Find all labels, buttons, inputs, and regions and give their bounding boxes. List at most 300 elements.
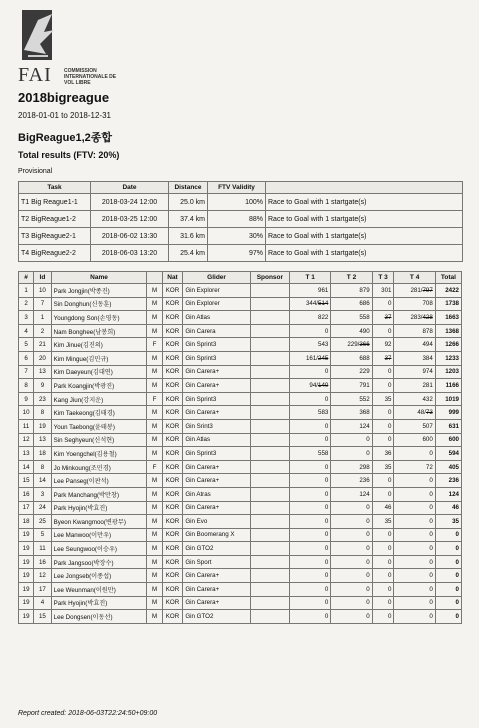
result-cell: Gin Atlas — [183, 433, 250, 447]
result-cell: 1019 — [435, 392, 461, 406]
result-row — [19, 555, 462, 569]
result-cell — [250, 311, 289, 325]
result-cell: 0 — [331, 501, 372, 515]
result-cell: 0 — [372, 610, 394, 624]
result-cell — [250, 392, 289, 406]
result-cell: M — [147, 284, 162, 298]
result-cell: KOR — [162, 569, 183, 583]
result-row — [19, 596, 462, 610]
result-cell: 124 — [435, 487, 461, 501]
result-cell: 19 — [34, 419, 51, 433]
result-cell: M — [147, 583, 162, 597]
result-cell: 14 — [34, 474, 51, 488]
result-cell: 17 — [19, 501, 34, 515]
result-cell: 19 — [19, 610, 34, 624]
result-cell: 283/428 — [394, 311, 435, 325]
result-cell: Gin GTO2 — [183, 542, 250, 556]
result-cell: KOR — [162, 311, 183, 325]
task-cell: T4 BigReague2-2 — [19, 245, 91, 262]
result-cell: KOR — [162, 528, 183, 542]
result-cell: 0 — [435, 569, 461, 583]
result-cell: Jo Minkoung(조민경) — [51, 460, 147, 474]
result-cell: Lee Manwoo(이만우) — [51, 528, 147, 542]
result-cell: 0 — [289, 365, 330, 379]
result-cell: M — [147, 379, 162, 393]
result-cell: 1738 — [435, 297, 461, 311]
result-cell: 301 — [372, 284, 394, 298]
result-cell: Gin Sprint3 — [183, 392, 250, 406]
result-cell: 0 — [372, 406, 394, 420]
result-cell: KOR — [162, 433, 183, 447]
result-cell: 281 — [394, 379, 435, 393]
result-cell: 7 — [34, 297, 51, 311]
result-cell: 10 — [19, 406, 34, 420]
result-cell: KOR — [162, 447, 183, 461]
result-cell: Park Jongjin(박종진) — [51, 284, 147, 298]
result-cell: M — [147, 610, 162, 624]
result-cell: M — [147, 501, 162, 515]
result-cell: 0 — [331, 596, 372, 610]
result-column-header: Glider — [183, 272, 250, 284]
result-cell — [250, 365, 289, 379]
task-cell: 97% — [208, 245, 266, 262]
result-cell: Gin Sprint3 — [183, 338, 250, 352]
result-cell: 37 — [372, 311, 394, 325]
result-cell: 0 — [331, 610, 372, 624]
task-cell: 2018-06-03 13:20 — [91, 245, 169, 262]
result-cell: 0 — [331, 528, 372, 542]
result-cell: 298 — [331, 460, 372, 474]
result-cell: 0 — [394, 528, 435, 542]
result-cell: Gin Atlas — [183, 311, 250, 325]
result-cell: 822 — [289, 311, 330, 325]
fai-logo-text: FAI — [18, 64, 52, 86]
result-cell: 11 — [19, 419, 34, 433]
result-cell: 0 — [289, 324, 330, 338]
result-row — [19, 569, 462, 583]
result-cell: 0 — [289, 610, 330, 624]
result-cell: Gin Explorer — [183, 297, 250, 311]
result-cell — [250, 447, 289, 461]
result-cell: Lee Dongsen(이동선) — [51, 610, 147, 624]
result-cell: 124 — [331, 487, 372, 501]
task-column-header: Task — [19, 182, 91, 194]
result-cell: 1368 — [435, 324, 461, 338]
result-cell: Gin Carera+ — [183, 501, 250, 515]
result-cell: 2 — [19, 297, 34, 311]
task-row — [19, 211, 463, 228]
result-cell: 0 — [394, 555, 435, 569]
result-row — [19, 610, 462, 624]
task-cell: 2018-03-25 12:00 — [91, 211, 169, 228]
result-row — [19, 474, 462, 488]
result-cell: 24 — [34, 501, 51, 515]
result-cell: 13 — [19, 447, 34, 461]
result-cell: 8 — [34, 406, 51, 420]
result-column-header: Name — [51, 272, 147, 284]
results-subtitle: BigReague1,2종합 — [18, 132, 112, 144]
result-cell: Gin Carera — [183, 324, 250, 338]
result-cell: 0 — [331, 433, 372, 447]
competition-title: 2018bigreague — [18, 90, 110, 105]
results-table — [18, 271, 462, 624]
result-cell: 21 — [34, 338, 51, 352]
result-cell: 0 — [372, 433, 394, 447]
result-column-header: T 4 — [394, 272, 435, 284]
result-row — [19, 447, 462, 461]
result-cell: 344/514 — [289, 297, 330, 311]
result-cell: 8 — [19, 379, 34, 393]
result-cell: M — [147, 569, 162, 583]
result-cell: 3 — [19, 311, 34, 325]
result-cell: 791 — [331, 379, 372, 393]
result-cell: KOR — [162, 610, 183, 624]
result-cell: 0 — [394, 501, 435, 515]
result-cell: 0 — [331, 569, 372, 583]
task-cell: Race to Goal with 1 startgate(s) — [266, 194, 463, 211]
result-cell: Park Koangjin(박광진) — [51, 379, 147, 393]
result-cell: 0 — [435, 610, 461, 624]
result-cell — [250, 501, 289, 515]
result-cell: 1233 — [435, 351, 461, 365]
result-cell: M — [147, 515, 162, 529]
result-cell: 631 — [435, 419, 461, 433]
result-cell: Gin Carera+ — [183, 474, 250, 488]
result-cell: Gin Sport — [183, 555, 250, 569]
result-cell: Lee Seungwoo(이승우) — [51, 542, 147, 556]
result-cell: Nam Bonghee(남봉희) — [51, 324, 147, 338]
result-row — [19, 487, 462, 501]
result-cell: 20 — [34, 351, 51, 365]
result-row — [19, 542, 462, 556]
result-cell: KOR — [162, 542, 183, 556]
result-cell: Gin Carera+ — [183, 460, 250, 474]
result-cell: KOR — [162, 596, 183, 610]
result-cell: 0 — [435, 583, 461, 597]
result-cell: 18 — [19, 515, 34, 529]
result-column-header: Sponsor — [250, 272, 289, 284]
result-row — [19, 583, 462, 597]
result-cell: 0 — [289, 515, 330, 529]
result-cell: 583 — [289, 406, 330, 420]
result-cell: 15 — [34, 610, 51, 624]
task-row — [19, 245, 463, 262]
result-cell: 19 — [19, 569, 34, 583]
result-cell: Park Jangsoo(박장수) — [51, 555, 147, 569]
result-cell: 1166 — [435, 379, 461, 393]
result-cell: 229 — [331, 365, 372, 379]
result-cell: Kim Jinue(김진의) — [51, 338, 147, 352]
result-cell: M — [147, 324, 162, 338]
result-column-header: Nat — [162, 272, 183, 284]
result-row — [19, 528, 462, 542]
result-cell: Gin Atras — [183, 487, 250, 501]
result-row — [19, 460, 462, 474]
result-cell: KOR — [162, 284, 183, 298]
result-cell: 0 — [394, 447, 435, 461]
result-cell: M — [147, 365, 162, 379]
result-cell: 72 — [394, 460, 435, 474]
result-cell: 19 — [19, 596, 34, 610]
result-row — [19, 297, 462, 311]
result-cell: 0 — [372, 596, 394, 610]
result-cell: Gin Carera+ — [183, 569, 250, 583]
result-cell: KOR — [162, 324, 183, 338]
result-cell: Park Hyojin(박효진) — [51, 596, 147, 610]
result-cell: KOR — [162, 474, 183, 488]
task-cell: 2018-03-24 12:00 — [91, 194, 169, 211]
result-cell: 35 — [372, 460, 394, 474]
result-cell: 558 — [289, 447, 330, 461]
result-cell: KOR — [162, 419, 183, 433]
result-cell: KOR — [162, 555, 183, 569]
tasks-table — [18, 181, 463, 262]
result-cell: 2422 — [435, 284, 461, 298]
result-cell: 0 — [289, 419, 330, 433]
result-cell: 708 — [394, 297, 435, 311]
result-row — [19, 433, 462, 447]
result-cell: 1663 — [435, 311, 461, 325]
result-cell — [250, 406, 289, 420]
result-cell: 688 — [331, 351, 372, 365]
result-cell: 0 — [394, 610, 435, 624]
result-cell: 0 — [289, 501, 330, 515]
result-cell: Lee Panseg(이판석) — [51, 474, 147, 488]
result-cell — [250, 474, 289, 488]
result-cell: KOR — [162, 460, 183, 474]
result-cell: 0 — [289, 583, 330, 597]
result-column-header: # — [19, 272, 34, 284]
result-row — [19, 351, 462, 365]
result-row — [19, 338, 462, 352]
result-column-header: T 2 — [331, 272, 372, 284]
task-cell: 25.0 km — [169, 194, 208, 211]
result-cell: 384 — [394, 351, 435, 365]
result-cell: Kim Mingue(김민규) — [51, 351, 147, 365]
result-cell: KOR — [162, 392, 183, 406]
result-cell: KOR — [162, 515, 183, 529]
result-cell: Gin Carera+ — [183, 365, 250, 379]
result-cell: 0 — [372, 297, 394, 311]
result-cell — [250, 555, 289, 569]
result-cell: Gin Srint3 — [183, 419, 250, 433]
result-cell: M — [147, 433, 162, 447]
commission-text: COMMISSION INTERNATIONALE DE VOL LIBRE — [64, 68, 117, 86]
task-column-header: Date — [91, 182, 169, 194]
result-cell: 1 — [19, 284, 34, 298]
result-cell: 19 — [19, 528, 34, 542]
result-cell: 0 — [372, 569, 394, 583]
result-cell: 0 — [394, 542, 435, 556]
result-cell: Gin Carera+ — [183, 596, 250, 610]
result-cell: 0 — [372, 542, 394, 556]
result-cell: 3 — [34, 487, 51, 501]
result-cell — [250, 433, 289, 447]
task-cell: 37.4 km — [169, 211, 208, 228]
result-cell: 17 — [34, 583, 51, 597]
result-cell: F — [147, 338, 162, 352]
result-cell: 2 — [34, 324, 51, 338]
status-text: Provisional — [18, 168, 53, 175]
result-cell: 0 — [435, 596, 461, 610]
result-cell: 7 — [19, 365, 34, 379]
result-cell: 1 — [34, 311, 51, 325]
result-cell: 0 — [289, 555, 330, 569]
result-cell: 46 — [435, 501, 461, 515]
result-cell: F — [147, 460, 162, 474]
date-range: 2018-01-01 to 2018-12-31 — [18, 111, 111, 120]
result-cell: M — [147, 406, 162, 420]
result-cell: 25 — [34, 515, 51, 529]
result-cell: 1266 — [435, 338, 461, 352]
result-cell: 161/245 — [289, 351, 330, 365]
result-cell: Gin Sprint3 — [183, 351, 250, 365]
task-cell: T3 BigReague2-1 — [19, 228, 91, 245]
result-cell: 13 — [34, 365, 51, 379]
result-cell: 13 — [34, 433, 51, 447]
result-cell: 5 — [34, 528, 51, 542]
task-cell: 2018-06-02 13:30 — [91, 228, 169, 245]
result-cell: Kang Jiun(강지운) — [51, 392, 147, 406]
task-cell: 30% — [208, 228, 266, 245]
result-cell: 0 — [289, 569, 330, 583]
result-cell: 8 — [34, 460, 51, 474]
result-column-header — [147, 272, 162, 284]
result-cell: 94/140 — [289, 379, 330, 393]
result-cell: 35 — [372, 392, 394, 406]
result-cell: 0 — [331, 447, 372, 461]
result-cell — [250, 610, 289, 624]
result-cell — [250, 379, 289, 393]
result-cell: 686 — [331, 297, 372, 311]
result-cell: 974 — [394, 365, 435, 379]
result-cell: M — [147, 487, 162, 501]
result-cell: KOR — [162, 365, 183, 379]
result-cell: M — [147, 297, 162, 311]
result-cell: 0 — [372, 528, 394, 542]
result-cell: KOR — [162, 583, 183, 597]
result-cell: Gin Evo — [183, 515, 250, 529]
result-cell: 46 — [372, 501, 394, 515]
result-cell: 4 — [34, 596, 51, 610]
result-cell: Youn Taebong(윤태봉) — [51, 419, 147, 433]
result-cell: 9 — [34, 379, 51, 393]
result-cell: 15 — [19, 474, 34, 488]
result-cell: 961 — [289, 284, 330, 298]
result-cell: 0 — [289, 487, 330, 501]
result-cell: 494 — [394, 338, 435, 352]
result-cell: 0 — [394, 487, 435, 501]
result-cell: F — [147, 392, 162, 406]
result-cell: 0 — [289, 528, 330, 542]
result-cell: 36 — [372, 447, 394, 461]
result-cell: Park Hyojin(박효진) — [51, 501, 147, 515]
result-cell: M — [147, 351, 162, 365]
result-column-header: Id — [34, 272, 51, 284]
task-cell: Race to Goal with 1 startgate(s) — [266, 245, 463, 262]
result-cell: 0 — [372, 474, 394, 488]
result-cell: M — [147, 596, 162, 610]
result-column-header: Total — [435, 272, 461, 284]
result-cell: 9 — [19, 392, 34, 406]
result-cell: KOR — [162, 351, 183, 365]
result-cell: 124 — [331, 419, 372, 433]
result-cell: 0 — [372, 487, 394, 501]
result-cell: M — [147, 311, 162, 325]
result-cell: 0 — [372, 583, 394, 597]
result-cell: 543 — [289, 338, 330, 352]
result-cell: Gin Carera+ — [183, 583, 250, 597]
result-cell: 0 — [289, 433, 330, 447]
task-cell: 31.6 km — [169, 228, 208, 245]
result-cell: Gin GTO2 — [183, 610, 250, 624]
result-cell: 19 — [19, 542, 34, 556]
result-cell: 0 — [372, 555, 394, 569]
result-cell: 0 — [394, 583, 435, 597]
result-cell — [250, 419, 289, 433]
result-cell: 19 — [19, 555, 34, 569]
task-column-header: FTV Validity — [208, 182, 266, 194]
result-cell: 35 — [435, 515, 461, 529]
result-cell: 405 — [435, 460, 461, 474]
result-cell: 600 — [394, 433, 435, 447]
result-cell: 0 — [372, 324, 394, 338]
result-cell: 0 — [372, 379, 394, 393]
task-column-header — [266, 182, 463, 194]
result-row — [19, 501, 462, 515]
result-cell: Kim Yoengchel(김용철) — [51, 447, 147, 461]
result-cell: Sin Seghyeun(신석현) — [51, 433, 147, 447]
result-row — [19, 406, 462, 420]
result-cell — [250, 338, 289, 352]
result-cell: 0 — [372, 365, 394, 379]
result-row — [19, 419, 462, 433]
result-row — [19, 392, 462, 406]
result-cell: 558 — [331, 311, 372, 325]
result-cell: 48/73 — [394, 406, 435, 420]
result-cell: 552 — [331, 392, 372, 406]
result-cell: 0 — [394, 515, 435, 529]
result-cell — [250, 297, 289, 311]
result-cell: 0 — [435, 528, 461, 542]
result-cell — [250, 515, 289, 529]
result-cell: M — [147, 555, 162, 569]
result-cell: 0 — [435, 542, 461, 556]
result-cell: M — [147, 419, 162, 433]
result-row — [19, 365, 462, 379]
result-cell: Park Manchang(박만창) — [51, 487, 147, 501]
result-cell — [250, 596, 289, 610]
result-cell: 6 — [19, 351, 34, 365]
result-cell: 490 — [331, 324, 372, 338]
result-cell: M — [147, 542, 162, 556]
task-cell: Race to Goal with 1 startgate(s) — [266, 228, 463, 245]
task-cell: T2 BigReague1-2 — [19, 211, 91, 228]
result-cell: 10 — [34, 284, 51, 298]
result-cell: Kim Daeyeun(김대연) — [51, 365, 147, 379]
task-cell: 88% — [208, 211, 266, 228]
result-cell: KOR — [162, 406, 183, 420]
result-cell — [250, 542, 289, 556]
task-cell: Race to Goal with 1 startgate(s) — [266, 211, 463, 228]
task-cell: 25.4 km — [169, 245, 208, 262]
result-cell — [250, 351, 289, 365]
result-cell: Sin Donghun(신동훈) — [51, 297, 147, 311]
result-cell: 35 — [372, 515, 394, 529]
result-cell: Gin Carera+ — [183, 406, 250, 420]
result-cell: 0 — [289, 460, 330, 474]
result-cell: 594 — [435, 447, 461, 461]
